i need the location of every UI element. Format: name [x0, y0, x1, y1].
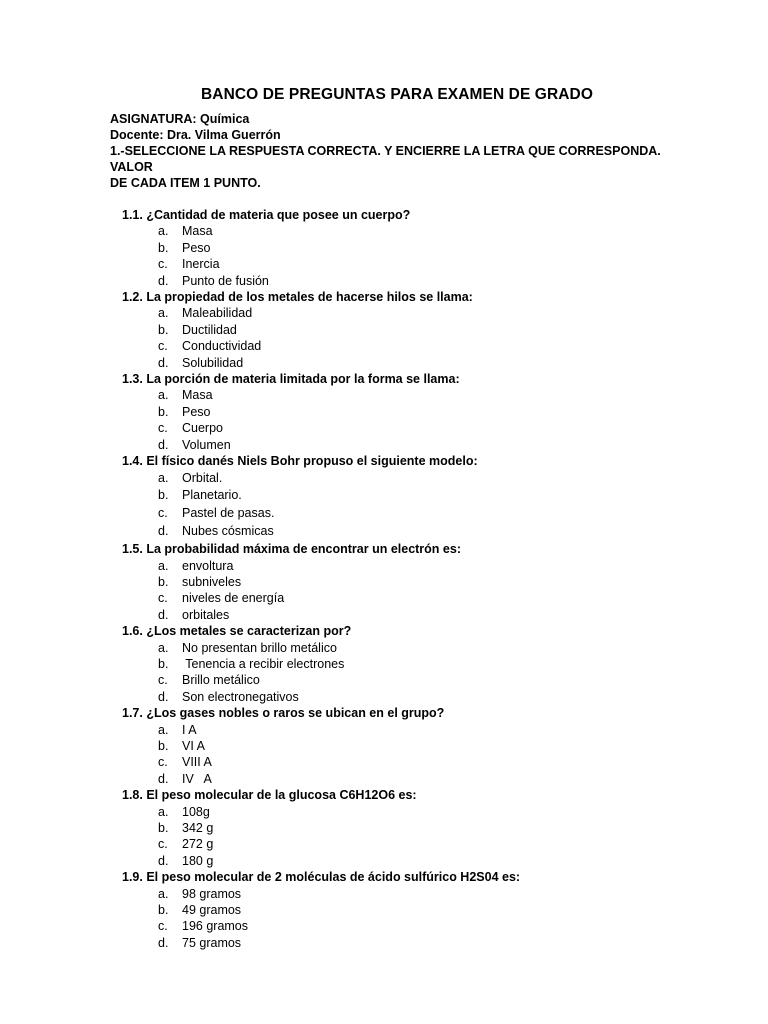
option-letter[interactable]: c. — [158, 257, 168, 272]
option-letter[interactable]: b. — [158, 656, 169, 671]
option-text: Tenencia a recibir electrones — [182, 656, 345, 671]
option-a[interactable] — [158, 886, 708, 902]
option-text: Volumen — [182, 437, 231, 452]
option-text: Masa — [182, 388, 213, 403]
option-text: 180 g — [182, 853, 214, 868]
option-letter[interactable]: a. — [158, 722, 169, 737]
option-text: Planetario. — [182, 488, 242, 503]
option-text: 108g — [182, 804, 210, 819]
option-letter[interactable]: b. — [158, 404, 169, 419]
option-c[interactable] — [158, 836, 708, 852]
option-text: Masa — [182, 224, 213, 239]
option-b[interactable] — [158, 738, 708, 754]
option-text: Ductilidad — [182, 322, 237, 337]
option-b[interactable] — [158, 820, 708, 836]
option-letter[interactable]: a. — [158, 640, 169, 655]
option-list — [158, 640, 708, 706]
option-letter[interactable]: c. — [158, 837, 168, 852]
option-letter[interactable]: a. — [158, 886, 169, 901]
option-d[interactable] — [158, 437, 708, 453]
option-d[interactable] — [158, 689, 708, 705]
option-text: subniveles — [182, 574, 242, 589]
question-1-7 — [122, 705, 708, 787]
option-c[interactable] — [158, 505, 708, 523]
option-letter[interactable]: a. — [158, 388, 169, 403]
option-a[interactable] — [158, 470, 708, 488]
option-text: VI A — [182, 739, 205, 753]
option-letter[interactable]: b. — [158, 739, 169, 753]
option-letter[interactable]: d. — [158, 935, 169, 950]
option-letter[interactable]: a. — [158, 306, 169, 321]
option-text: 196 gramos — [182, 919, 249, 934]
option-list — [158, 387, 708, 453]
option-b[interactable] — [158, 902, 708, 918]
option-b[interactable] — [158, 656, 708, 672]
option-a[interactable] — [158, 722, 708, 738]
option-list — [158, 305, 708, 371]
option-list — [158, 558, 708, 624]
question-text: 1.4. El físico danés Niels Bohr propuso el siguiente modelo: — [122, 454, 478, 469]
option-letter[interactable]: c. — [158, 421, 168, 436]
option-text: No presentan brillo metálico — [182, 640, 337, 655]
question-text: 1.9. El peso molecular de 2 moléculas de ácido sulfúrico H2S04 es: — [122, 870, 521, 885]
question-1-6 — [122, 623, 708, 705]
question-text: 1.8. El peso molecular de la glucosa C6H12O6 es: — [122, 788, 417, 803]
option-d[interactable] — [158, 853, 708, 869]
option-text: niveles de energía — [182, 591, 285, 606]
option-text: Son electronegativos — [182, 689, 299, 704]
option-letter[interactable]: a. — [158, 558, 169, 573]
question-text: 1.1. ¿Cantidad de materia que posee un cuerpo? — [122, 208, 411, 222]
option-c[interactable] — [158, 672, 708, 688]
option-letter[interactable]: c. — [158, 506, 168, 521]
option-text: Solubilidad — [182, 355, 244, 370]
option-letter[interactable]: d. — [158, 771, 169, 786]
option-letter[interactable]: d. — [158, 689, 169, 704]
option-letter[interactable]: d. — [158, 437, 169, 452]
option-text: Cuerpo — [182, 421, 223, 436]
option-list — [158, 223, 708, 289]
option-c[interactable] — [158, 420, 708, 436]
option-letter[interactable]: c. — [158, 339, 168, 354]
option-text: orbitales — [182, 607, 230, 622]
option-d[interactable] — [158, 355, 708, 371]
option-b[interactable] — [158, 487, 708, 505]
option-d[interactable] — [158, 607, 708, 623]
question-text: 1.6. ¿Los metales se caracterizan por? — [122, 624, 352, 639]
option-c[interactable] — [158, 918, 708, 934]
option-d[interactable] — [158, 273, 708, 289]
option-text: 75 gramos — [182, 935, 242, 950]
option-list — [158, 886, 708, 952]
option-a[interactable] — [158, 223, 708, 239]
option-a[interactable] — [158, 387, 708, 403]
option-letter[interactable]: d. — [158, 273, 169, 288]
option-b[interactable] — [158, 322, 708, 338]
option-text: VIII A — [182, 755, 212, 770]
question-1-1 — [122, 207, 708, 289]
option-text: 272 g — [182, 837, 214, 852]
option-letter[interactable]: a. — [158, 804, 169, 819]
option-c[interactable] — [158, 754, 708, 770]
document-title: BANCO DE PREGUNTAS PARA EXAMEN DE GRADO — [201, 86, 593, 103]
option-text: Inercia — [182, 257, 220, 272]
option-letter[interactable]: b. — [158, 322, 169, 337]
option-text: I A — [182, 722, 197, 737]
option-letter[interactable]: b. — [158, 488, 169, 503]
option-letter[interactable]: d. — [158, 355, 169, 370]
option-b[interactable] — [158, 574, 708, 590]
option-a[interactable] — [158, 640, 708, 656]
option-text: Orbital. — [182, 470, 223, 485]
option-list — [158, 804, 708, 870]
instructions-line-2: DE CADA ITEM 1 PUNTO. — [110, 176, 261, 190]
option-letter[interactable]: c. — [158, 919, 168, 934]
option-letter[interactable]: c. — [158, 755, 168, 770]
option-letter[interactable]: b. — [158, 240, 169, 255]
option-text: 342 g — [182, 821, 214, 836]
option-text: envoltura — [182, 558, 234, 573]
option-letter[interactable]: b. — [158, 574, 169, 589]
option-text: Conductividad — [182, 339, 262, 354]
option-letter[interactable]: d. — [158, 853, 169, 868]
option-text: Nubes cósmicas — [182, 524, 274, 539]
option-text: 49 gramos — [182, 903, 242, 918]
option-letter[interactable]: a. — [158, 224, 169, 239]
option-a[interactable] — [158, 558, 708, 574]
option-letter[interactable]: c. — [158, 673, 168, 688]
option-list — [158, 470, 708, 542]
option-text: Punto de fusión — [182, 273, 269, 288]
option-letter[interactable]: a. — [158, 470, 169, 485]
option-a[interactable] — [158, 804, 708, 820]
question-1-4 — [122, 453, 708, 541]
question-list — [110, 207, 708, 951]
instructions-line-1: 1.-SELECCIONE LA RESPUESTA CORRECTA. Y ENCIERRE LA LETRA QUE CORRESPONDA. VALOR — [110, 144, 661, 174]
question-1-5 — [122, 541, 708, 623]
subject-line: ASIGNATURA: Química — [110, 112, 250, 126]
option-letter[interactable]: b. — [158, 821, 169, 836]
option-letter[interactable]: c. — [158, 591, 168, 606]
option-text: Peso — [182, 404, 211, 419]
question-1-2 — [122, 289, 708, 371]
option-a[interactable] — [158, 305, 708, 321]
option-d[interactable] — [158, 771, 708, 787]
option-text: Pastel de pasas. — [182, 506, 275, 521]
option-letter[interactable]: b. — [158, 903, 169, 918]
question-text: 1.2. La propiedad de los metales de hacerse hilos se llama: — [122, 290, 473, 305]
teacher-line: Docente: Dra. Vilma Guerrón — [110, 128, 281, 142]
option-letter[interactable]: d. — [158, 524, 169, 539]
option-text: IV A — [182, 771, 212, 786]
option-text: 98 gramos — [182, 886, 242, 901]
option-text: Peso — [182, 240, 211, 255]
option-c[interactable] — [158, 590, 708, 606]
option-b[interactable] — [158, 404, 708, 420]
option-d[interactable] — [158, 523, 708, 541]
option-c[interactable] — [158, 256, 708, 272]
option-d[interactable] — [158, 935, 708, 951]
question-1-9 — [122, 869, 708, 951]
option-c[interactable] — [158, 338, 708, 354]
option-list — [158, 722, 708, 788]
option-text: Maleabilidad — [182, 306, 253, 321]
question-text: 1.3. La porción de materia limitada por la forma se llama: — [122, 372, 460, 387]
question-1-8 — [122, 787, 708, 869]
question-text: 1.5. La probabilidad máxima de encontrar un electrón es: — [122, 542, 461, 557]
option-letter[interactable]: d. — [158, 607, 169, 622]
question-1-3 — [122, 371, 708, 453]
question-text: 1.7. ¿Los gases nobles o raros se ubican en el grupo? — [122, 706, 445, 721]
instructions — [110, 143, 670, 191]
option-text: Brillo metálico — [182, 673, 260, 688]
option-b[interactable] — [158, 240, 708, 256]
